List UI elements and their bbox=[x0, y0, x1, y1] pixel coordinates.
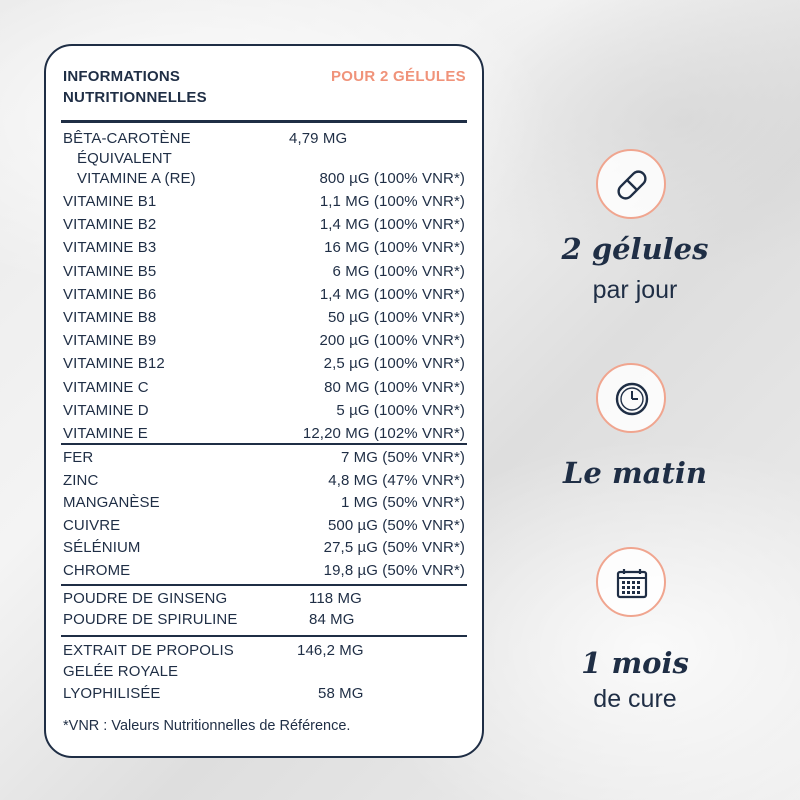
treatment-duration: 1 mois bbox=[581, 646, 689, 680]
nutrient-name: VITAMINE B9 bbox=[63, 332, 157, 350]
beta-carotene-label: BÊTA-CAROTÈNE bbox=[63, 130, 191, 147]
nutrient-value: 500 µG (50% VNR*) bbox=[327, 516, 465, 534]
nutrient-name: VITAMINE C bbox=[63, 378, 149, 396]
section-divider bbox=[61, 635, 467, 637]
nutrient-name: VITAMINE B8 bbox=[63, 309, 157, 326]
nutrient-name: VITAMINE B1 bbox=[63, 193, 157, 210]
nutrient-name: VITAMINE B6 bbox=[63, 285, 157, 303]
beta-carotene-value: 4,79 MG bbox=[289, 130, 348, 147]
nutrient-name: FER bbox=[63, 449, 94, 466]
nutrient-value: 12,20 MG (102% VNR*) bbox=[302, 425, 465, 442]
nutrient-name: VITAMINE D bbox=[63, 401, 149, 419]
nutrient-name: CHROME bbox=[63, 562, 131, 579]
nutrient-name: VITAMINE B2 bbox=[63, 216, 157, 234]
nutrient-value: 200 µG (100% VNR*) bbox=[319, 332, 465, 350]
treatment-label: de cure bbox=[593, 685, 677, 713]
equivalent-label: ÉQUIVALENT bbox=[77, 150, 172, 167]
nutrient-value: 7 MG (50% VNR*) bbox=[340, 449, 465, 466]
clock-badge bbox=[596, 363, 666, 433]
nutrient-name: VITAMINE E bbox=[63, 425, 148, 442]
nutrient-name: CUIVRE bbox=[63, 516, 121, 534]
nutrient-value: 50 µG (100% VNR*) bbox=[327, 309, 465, 326]
nutrient-value: 1 MG (50% VNR*) bbox=[340, 494, 465, 512]
calendar-badge bbox=[596, 547, 666, 617]
propolis-value: 146,2 MG bbox=[297, 642, 364, 659]
propolis-label: EXTRAIT DE PROPOLIS bbox=[63, 642, 234, 659]
nutrient-value: 16 MG (100% VNR*) bbox=[324, 239, 465, 257]
nutrient-name: ZINC bbox=[63, 471, 99, 489]
section-divider bbox=[61, 584, 467, 586]
nutrient-value: 1,4 MG (100% VNR*) bbox=[319, 285, 465, 303]
nutrient-value: 2,5 µG (100% VNR*) bbox=[323, 355, 465, 373]
nutrient-name: VITAMINE B3 bbox=[63, 239, 157, 257]
royal-jelly-value: 58 MG bbox=[318, 685, 364, 702]
clock-icon bbox=[612, 379, 652, 419]
header-divider bbox=[61, 120, 467, 123]
nutrient-value: 1,1 MG (100% VNR*) bbox=[319, 193, 465, 210]
capsule-icon bbox=[612, 165, 652, 205]
royal-jelly-label-line2: LYOPHILISÉE bbox=[63, 685, 161, 702]
vitamin-a-value: 800 µG (100% VNR*) bbox=[319, 170, 465, 187]
nutrient-name: POUDRE DE SPIRULINE bbox=[63, 611, 238, 628]
section-divider bbox=[61, 443, 467, 445]
nutrition-card bbox=[44, 44, 484, 758]
nutrient-name: SÉLÉNIUM bbox=[63, 539, 141, 557]
nutrient-value: 84 MG bbox=[309, 611, 355, 628]
dose-frequency: par jour bbox=[592, 276, 678, 304]
nutrient-value: 1,4 MG (100% VNR*) bbox=[319, 216, 465, 234]
nutrient-value: 19,8 µG (50% VNR*) bbox=[323, 562, 465, 579]
nutrient-value: 118 MG bbox=[309, 590, 362, 607]
royal-jelly-label-line1: GELÉE ROYALE bbox=[63, 663, 179, 680]
nutrient-name: VITAMINE B12 bbox=[63, 355, 165, 373]
table-title: INFORMATIONS NUTRITIONNELLES bbox=[63, 68, 207, 106]
nutrient-value: 6 MG (100% VNR*) bbox=[332, 262, 465, 280]
footnote: *VNR : Valeurs Nutritionnelles de Référence. bbox=[63, 718, 351, 734]
nutrient-value: 4,8 MG (47% VNR*) bbox=[328, 471, 465, 489]
nutrient-value: 27,5 µG (50% VNR*) bbox=[323, 539, 465, 557]
vitamin-a-label: VITAMINE A (RE) bbox=[77, 170, 196, 187]
dose-amount: 2 gélules bbox=[561, 232, 709, 266]
nutrient-name: POUDRE DE GINSENG bbox=[63, 590, 228, 607]
intake-time: Le matin bbox=[563, 456, 707, 490]
serving-size-label: POUR 2 GÉLULES bbox=[330, 68, 466, 85]
calendar-icon bbox=[612, 563, 652, 603]
nutrient-value: 5 µG (100% VNR*) bbox=[336, 401, 465, 419]
capsule-badge bbox=[596, 149, 666, 219]
nutrient-value: 80 MG (100% VNR*) bbox=[324, 378, 465, 396]
nutrient-name: MANGANÈSE bbox=[63, 494, 160, 512]
nutrient-name: VITAMINE B5 bbox=[63, 262, 157, 280]
